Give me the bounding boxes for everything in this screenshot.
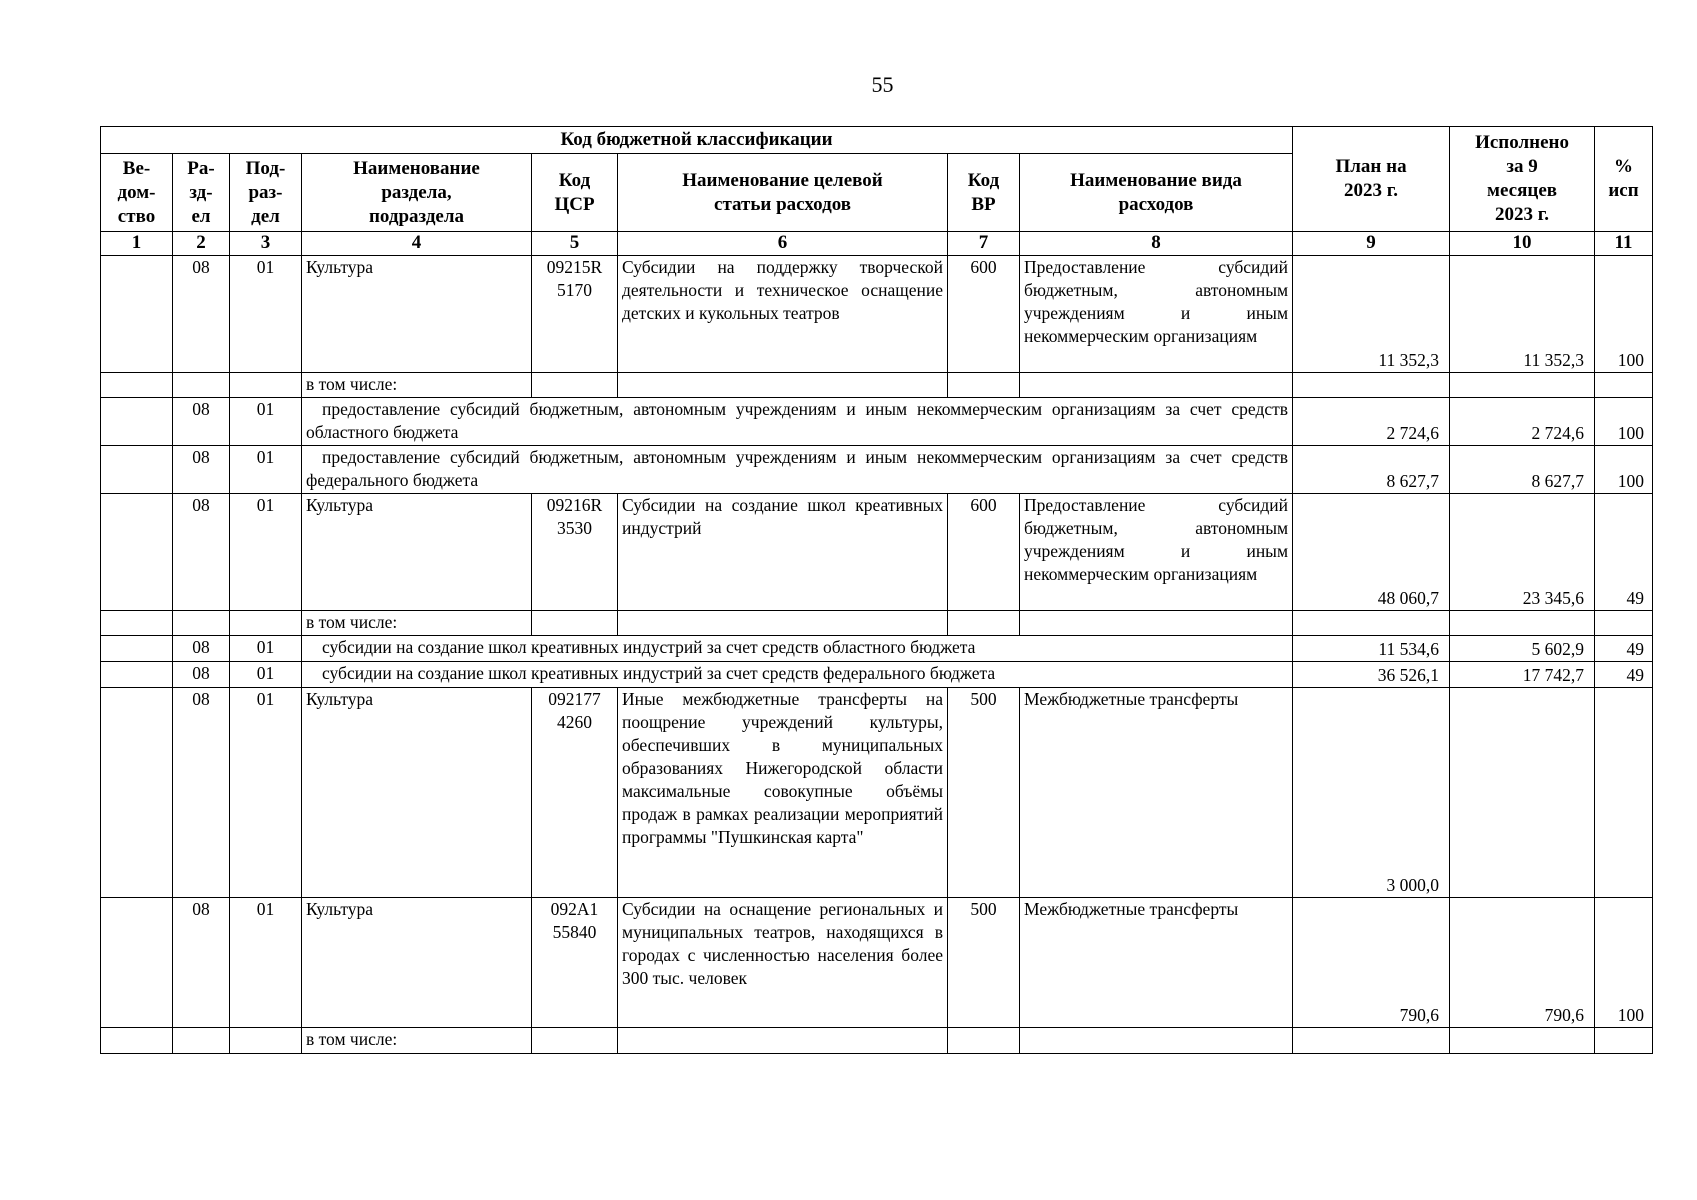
percent-cell: 100 [1595, 256, 1653, 373]
plan-cell: 3 000,0 [1293, 688, 1450, 898]
vedomstvo-cell [101, 256, 173, 373]
done-cell: 17 742,7 [1450, 662, 1595, 688]
column-number: 1 [101, 232, 173, 256]
razdel-name-cell: Культура [302, 688, 532, 898]
percent-cell: 100 [1595, 898, 1653, 1028]
column-number: 6 [618, 232, 948, 256]
column-number: 10 [1450, 232, 1595, 256]
page-number: 55 [871, 72, 894, 97]
budget-table [100, 126, 1653, 1054]
vr-name-cell: Предоставление субсидий бюджетным, автономным учреждениям и иным некоммерческим организациям [1020, 256, 1293, 373]
podrazdel-cell: 01 [230, 256, 302, 373]
header-razdel: Ра- зд- ел [173, 154, 230, 232]
razdel-cell: 08 [173, 662, 230, 688]
plan-cell: 11 534,6 [1293, 636, 1450, 662]
column-number: 4 [302, 232, 532, 256]
plan-cell: 36 526,1 [1293, 662, 1450, 688]
razdel-cell: 08 [173, 256, 230, 373]
header-csr: Код ЦСР [532, 154, 618, 232]
csr-cell: 09215R 5170 [532, 256, 618, 373]
subsidy-description: субсидии на создание школ креативных индустрий за счет средств федерального бюджета [302, 662, 1293, 688]
header-csr-name: Наименование целевой статьи расходов [618, 154, 948, 232]
column-number-row [101, 232, 1653, 256]
razdel-cell: 08 [173, 898, 230, 1028]
vr-cell: 500 [948, 688, 1020, 898]
done-cell: 5 602,9 [1450, 636, 1595, 662]
vr-name-cell: Межбюджетные трансферты [1020, 898, 1293, 1028]
header-done: Исполнено за 9 месяцев 2023 г. [1450, 127, 1595, 232]
razdel-name-cell: Культура [302, 256, 532, 373]
table-row [101, 373, 1653, 398]
table-row [101, 398, 1653, 446]
column-number: 11 [1595, 232, 1653, 256]
header-percent: % исп [1595, 127, 1653, 232]
plan-cell: 11 352,3 [1293, 256, 1450, 373]
podrazdel-cell: 01 [230, 636, 302, 662]
podrazdel-cell: 01 [230, 688, 302, 898]
table-row [101, 1028, 1653, 1054]
done-cell: 790,6 [1450, 898, 1595, 1028]
done-cell [1450, 688, 1595, 898]
column-number: 3 [230, 232, 302, 256]
percent-cell: 100 [1595, 398, 1653, 446]
csr-cell: 092177 4260 [532, 688, 618, 898]
done-cell: 23 345,6 [1450, 494, 1595, 611]
including-label: в том числе: [302, 611, 532, 636]
percent-cell [1595, 688, 1653, 898]
done-cell: 8 627,7 [1450, 446, 1595, 494]
including-label: в том числе: [302, 373, 532, 398]
header-vr: Код ВР [948, 154, 1020, 232]
table-row [101, 256, 1653, 373]
table-row [101, 494, 1653, 611]
csr-name-cell: Субсидии на оснащение региональных и муниципальных театров, находящихся в городах с численностью населения более 300 тыс. человек [618, 898, 948, 1028]
csr-name-cell: Иные межбюджетные трансферты на поощрение учреждений культуры, обеспечивших в муниципальных образованиях Нижегородской области максимальные совокупные объёмы продаж в рамках реализации мероприятий программы "Пушкинская карта" [618, 688, 948, 898]
podrazdel-cell: 01 [230, 662, 302, 688]
table-row [101, 446, 1653, 494]
vr-cell: 600 [948, 494, 1020, 611]
percent-cell: 49 [1595, 636, 1653, 662]
header-podrazdel: Под- раз- дел [230, 154, 302, 232]
percent-cell: 49 [1595, 494, 1653, 611]
done-cell: 11 352,3 [1450, 256, 1595, 373]
vr-name-cell: Предоставление субсидий бюджетным, автономным учреждениям и иным некоммерческим организациям [1020, 494, 1293, 611]
header-budget-classification: Код бюджетной классификации [101, 127, 1293, 154]
razdel-cell: 08 [173, 494, 230, 611]
column-number: 7 [948, 232, 1020, 256]
razdel-name-cell: Культура [302, 898, 532, 1028]
done-cell: 2 724,6 [1450, 398, 1595, 446]
podrazdel-cell: 01 [230, 898, 302, 1028]
table-row [101, 636, 1653, 662]
csr-cell: 09216R 3530 [532, 494, 618, 611]
vr-cell: 500 [948, 898, 1020, 1028]
plan-cell: 48 060,7 [1293, 494, 1450, 611]
header-razdel-name: Наименование раздела, подраздела [302, 154, 532, 232]
podrazdel-cell: 01 [230, 446, 302, 494]
plan-cell: 2 724,6 [1293, 398, 1450, 446]
podrazdel-cell: 01 [230, 494, 302, 611]
razdel-cell: 08 [173, 446, 230, 494]
podrazdel-cell: 01 [230, 398, 302, 446]
header-vr-name: Наименование вида расходов [1020, 154, 1293, 232]
header-vedomstvo: Ве- дом- ство [101, 154, 173, 232]
including-label: в том числе: [302, 1028, 532, 1054]
razdel-name-cell: Культура [302, 494, 532, 611]
csr-cell: 092А1 55840 [532, 898, 618, 1028]
razdel-cell: 08 [173, 398, 230, 446]
vr-name-cell: Межбюджетные трансферты [1020, 688, 1293, 898]
razdel-cell: 08 [173, 688, 230, 898]
subsidy-description: субсидии на создание школ креативных индустрий за счет средств областного бюджета [302, 636, 1293, 662]
vr-cell: 600 [948, 256, 1020, 373]
plan-cell: 790,6 [1293, 898, 1450, 1028]
header-plan: План на 2023 г. [1293, 127, 1450, 232]
table-row [101, 898, 1653, 1028]
column-number: 2 [173, 232, 230, 256]
table-row [101, 688, 1653, 898]
table-row [101, 662, 1653, 688]
subsidy-description: предоставление субсидий бюджетным, автономным учреждениям и иным некоммерческим организациям за счет средств федерального бюджета [302, 446, 1293, 494]
percent-cell: 49 [1595, 662, 1653, 688]
razdel-cell: 08 [173, 636, 230, 662]
subsidy-description: предоставление субсидий бюджетным, автономным учреждениям и иным некоммерческим организациям за счет средств областного бюджета [302, 398, 1293, 446]
column-number: 9 [1293, 232, 1450, 256]
csr-name-cell: Субсидии на поддержку творческой деятельности и техническое оснащение детских и кукольных театров [618, 256, 948, 373]
column-number: 8 [1020, 232, 1293, 256]
percent-cell: 100 [1595, 446, 1653, 494]
column-number: 5 [532, 232, 618, 256]
csr-name-cell: Субсидии на создание школ креативных индустрий [618, 494, 948, 611]
table-row [101, 611, 1653, 636]
plan-cell: 8 627,7 [1293, 446, 1450, 494]
